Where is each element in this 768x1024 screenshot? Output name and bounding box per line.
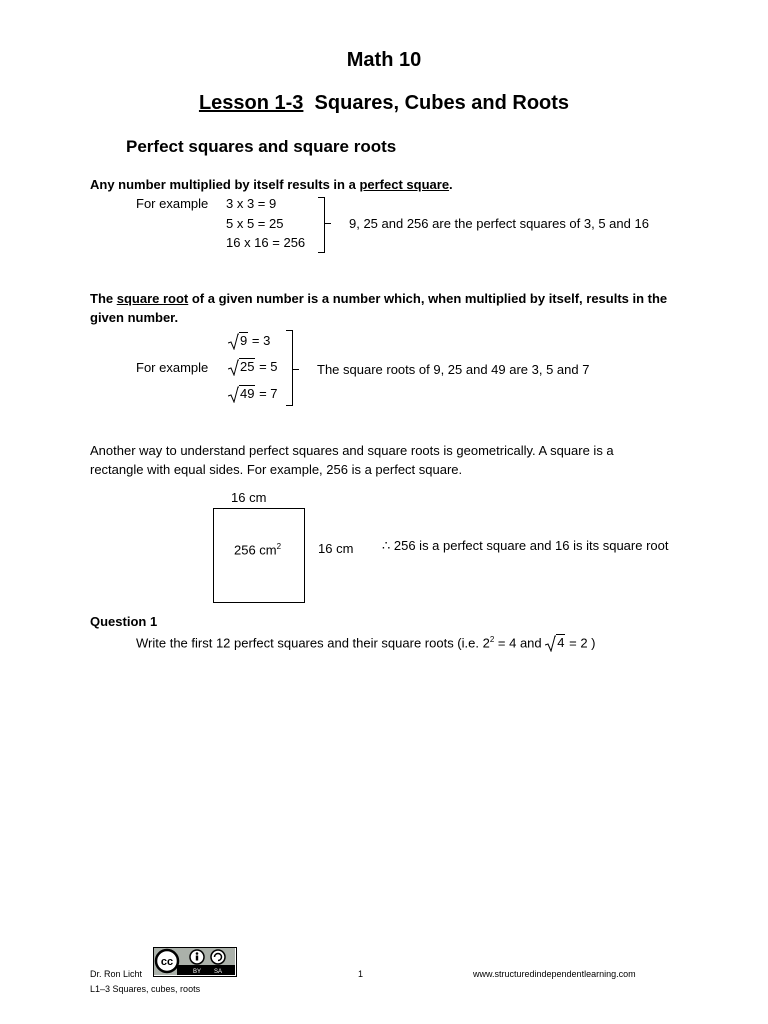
question-text-part: = 4 and [494,635,546,651]
square-root-definition [90,291,667,306]
radicand: 25 [240,359,255,374]
square-root-definition-cont: given number. [90,310,179,325]
geometric-conclusion: ∴ 256 is a perfect square and 16 is its square root [382,538,669,553]
geometric-paragraph-line2: rectangle with equal sides. For example, 256 is a perfect square. [90,462,463,477]
question-text-part: = 2 ) [569,635,596,651]
svg-text:cc: cc [160,956,174,968]
square-root-summary: The square roots of 9, 25 and 49 are 3, 5 and 7 [317,362,590,377]
square-top-side-label: 16 cm [231,490,267,505]
sqrt-symbol [228,359,255,374]
lesson-number: Lesson 1-3 [198,92,304,114]
sqrt-symbol [228,386,255,401]
area-exponent: 2 [276,542,282,551]
brace [318,197,325,253]
question-text-part: Write the first 12 perfect squares and their square roots (i.e. 2 [136,635,490,651]
for-example-label: For example [136,360,209,375]
square-example: 16 x 16 = 256 [226,235,306,250]
sqrt-example [228,359,278,374]
creative-commons-license-logo [153,947,237,977]
square-area-label [234,542,281,557]
footer-page-number: 1 [358,969,364,979]
radicand: 9 [240,333,248,348]
radicand: 4 [557,635,565,651]
for-example-label: For example [136,196,209,211]
sqrt-symbol [228,333,248,348]
brace [286,330,293,406]
sqrt-result: = 5 [259,359,278,374]
sqrt-symbol [545,635,565,650]
definition-text: Any number multiplied by itself results in a [90,177,360,192]
definition-term: square root [116,291,189,306]
square-example: 5 x 5 = 25 [226,216,284,231]
sqrt-result: = 3 [251,333,271,348]
lesson-name: Squares, Cubes and Roots [314,92,570,114]
area-value: 256 cm [234,542,277,558]
cc-by-sa-icon [154,948,235,975]
question-label: Question 1 [90,614,158,629]
radicand: 49 [240,386,255,401]
definition-text: of a given number is a number which, when multiplied by itself, results in the [188,291,668,306]
geometric-paragraph-line1: Another way to understand perfect squares and square roots is geometrically. A square is a [90,443,614,458]
question-text [136,635,595,650]
brace-tick [293,369,299,370]
definition-text: The [90,291,117,306]
section-heading: Perfect squares and square roots [126,137,397,156]
footer-author: Dr. Ron Licht [90,969,143,979]
footer-website-link[interactable]: www.structuredindependentlearning.com [473,969,636,979]
definition-period: . [449,177,453,192]
perfect-square-definition [90,177,453,192]
square-right-side-label: 16 cm [318,541,354,556]
sqrt-example [228,386,278,401]
svg-text:BY: BY [192,969,202,975]
lesson-title [0,92,768,115]
sqrt-result: = 7 [259,386,278,401]
sqrt-example [228,333,270,348]
definition-term: perfect square [359,177,450,192]
square-example: 3 x 3 = 9 [226,196,277,211]
svg-text:SA: SA [213,969,223,975]
question-exponent: 2 [489,635,495,644]
brace-tick [325,223,331,224]
perfect-square-summary: 9, 25 and 256 are the perfect squares of 3, 5 and 16 [349,216,649,231]
footer-doc-name: L1–3 Squares, cubes, roots [90,984,201,994]
course-title: Math 10 [346,49,422,71]
